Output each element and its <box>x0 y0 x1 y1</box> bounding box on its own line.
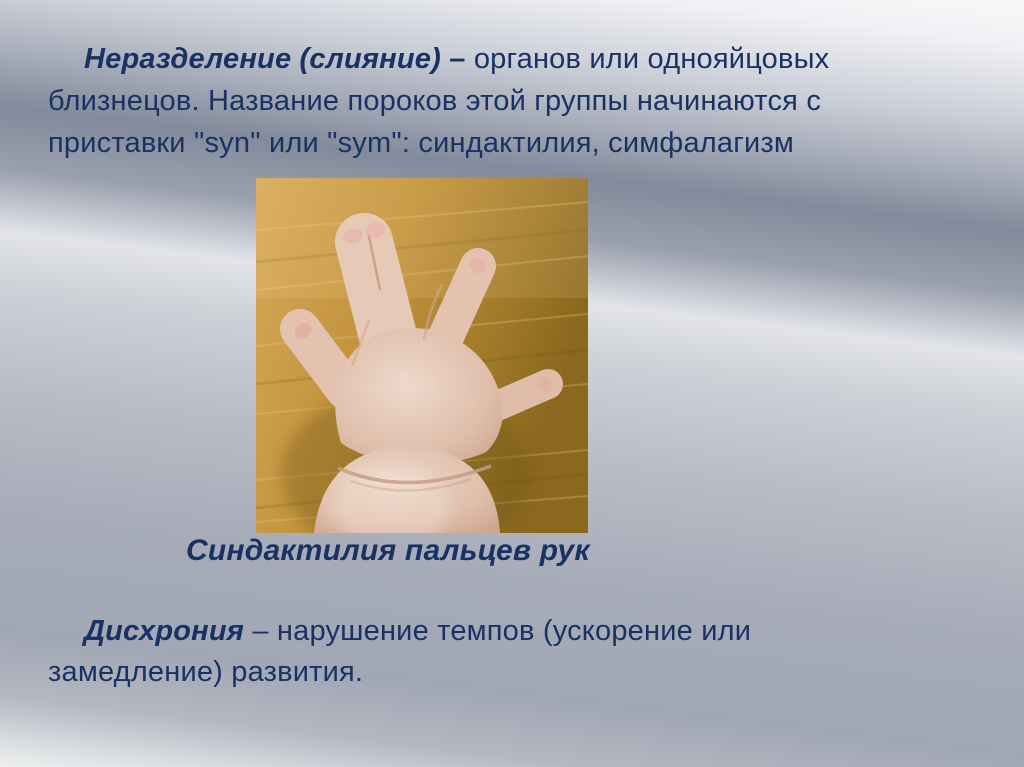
term-dyschronia: Дисхрония <box>84 615 245 647</box>
definition-dyschronia <box>48 611 808 693</box>
photo-caption: Синдактилия пальцев рук <box>186 534 590 567</box>
syndactyly-photo <box>256 178 588 533</box>
syndactyly-photo-illustration <box>256 178 588 533</box>
definition-dyschronia-text: – нарушение темпов (ускорение или замедление) развития. <box>48 615 752 688</box>
term-nerazdelenie: Неразделение (слияние) – <box>84 43 466 75</box>
definition-nerazdelenie-text: органов или однояйцовых близнецов. Название пороков этой группы начинаются с приставки "syn" или "sym": синдактилия, симфалагизм <box>48 43 830 159</box>
definition-nerazdelenie <box>48 38 988 164</box>
